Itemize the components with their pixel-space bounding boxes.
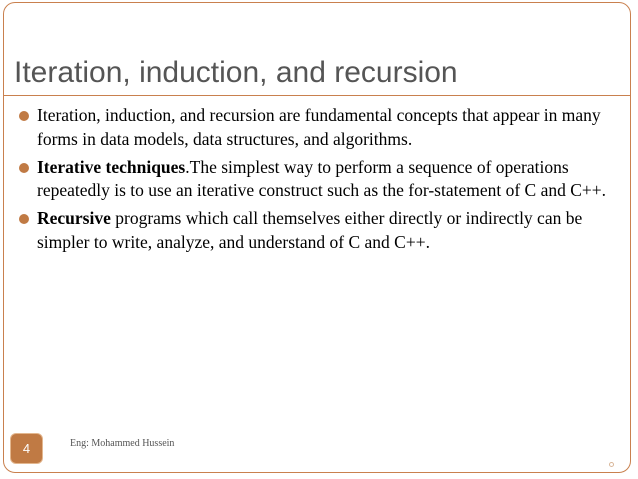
bullet-icon — [19, 111, 29, 121]
slide-number-badge — [10, 433, 43, 464]
corner-ornament-icon — [609, 462, 614, 467]
title-divider — [3, 95, 631, 96]
bullet-text: Iteration, induction, and recursion are fundamental concepts that appear in many forms in data models, data structures, and algorithms. — [37, 105, 601, 149]
bullet-icon — [19, 214, 29, 224]
slide-title: Iteration, induction, and recursion — [14, 56, 458, 89]
footer-author: Eng: Mohammed Hussein — [70, 438, 175, 449]
bullet-item-recursive — [18, 207, 618, 254]
bullet-icon — [19, 163, 29, 173]
bullet-text: programs which call themselves either directly or indirectly can be simpler to write, analyze, and understand of C and C++. — [37, 208, 583, 252]
bullet-text: .The simplest way to perform a sequence of operations repeatedly is to use an iterative construct such as the for-statement of C and C++. — [37, 156, 607, 200]
bullet-item-iterative — [18, 156, 618, 203]
bullet-bold-text: Iterative techniques — [37, 156, 186, 177]
bullet-bold-text: Recursive — [37, 208, 111, 228]
slide-number: 4 — [22, 441, 31, 456]
bullet-item-concepts — [18, 104, 618, 151]
bullet-list — [18, 104, 618, 259]
